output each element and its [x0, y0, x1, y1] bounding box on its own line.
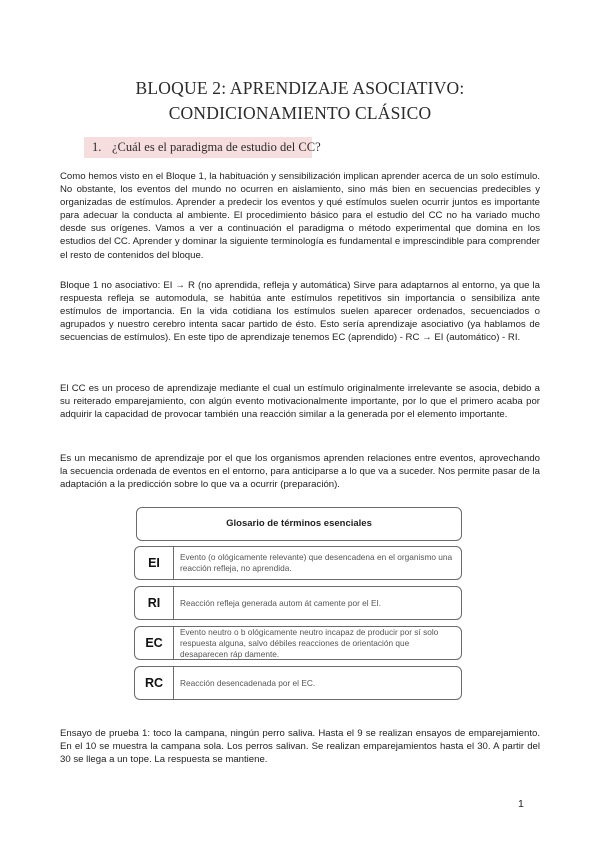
page-title: [0, 76, 600, 126]
glossary-definition: Evento neutro o b ológicamente neutro incapaz de producir por sí solo respuesta alguna, salvo débiles reacciones de orientación que desaparecen ráp damente.: [180, 626, 439, 659]
glossary-term: RI: [135, 587, 174, 619]
title-line-1: BLOQUE 2: APRENDIZAJE ASOCIATIVO:: [135, 78, 465, 98]
section-number: 1.: [92, 140, 102, 154]
glossary-row-ri: [134, 586, 462, 620]
glossary-term: EI: [135, 547, 174, 579]
glossary-row-rc: [134, 666, 462, 700]
paragraph-bloque1: Bloque 1 no asociativo: EI → R (no aprendida, refleja y automática) Sirve para adaptarnos al entorno, ya que la respuesta refleja se automodula, se habitúa ante estímulos repetitivos sin importancia o sensibiliza ante estímulos de importancia. En la vida cotidiana los estímulos suelen aparecer ordenados, secuenciados o agrupados y nuestro cerebro intenta sacar partido de ésto. Esto sería aprendizaje asociativo (ya hablamos de secuencias de estímulos). En este tipo de aprendizaje tenemos EC (aprendido) - RC → EI (automático) - RI.: [60, 280, 540, 344]
glossary-header: [136, 507, 462, 541]
glossary-definition: Reacción desencadenada por el EC.: [180, 677, 316, 688]
glossary-row-ec: [134, 626, 462, 660]
paragraph-intro: Como hemos visto en el Bloque 1, la habituación y sensibilización implican aprender acerca de un solo estímulo. No obstante, los eventos del mundo no ocurren en aislamiento, sino más bien en secuencias predecibles y organizadas de estímulos. Aprender a predecir los eventos y qué estímulos suelen ocurrir juntos es importante para adecuar la conducta al ambiente. El procedimiento básico para el estudio del CC no ha variado mucho desde sus orígenes. Vamos a ver a continuación el paradigma o método experimental que domina en los estudios del CC. Aprender y dominar la siguiente terminología es fundamental e imprescindible para comprender el resto de contenidos del bloque.: [60, 171, 540, 261]
glossary-term: RC: [135, 667, 174, 699]
glossary-definition: Evento (o ológicamente relevante) que desencadena en el organismo una reacción refleja, no aprendida.: [180, 552, 453, 573]
paragraph-mechanism: Es un mecanismo de aprendizaje por el que los organismos aprenden relaciones entre eventos, aprovechando la secuencia ordenada de eventos en el entorno, para anticiparse a lo que va a suceder. Nos permite pasar de la adaptación a la predicción sobre lo que va a ocurrir (preparación).: [60, 453, 540, 491]
glossary-title: Glosario de términos esenciales: [226, 518, 372, 529]
paragraph-trial: Ensayo de prueba 1: toco la campana, ningún perro saliva. Hasta el 9 se realizan ensayos de emparejamiento. En el 10 se muestra la campana sola. Los perros salivan. Se realizan emparejamientos hasta el 30. A partir del 30 se llega a un tope. La respuesta se mantiene.: [60, 728, 540, 766]
glossary-term: EC: [135, 627, 174, 659]
glossary-row-ei: [134, 546, 462, 580]
glossary-definition: Reacción refleja generada autom át camente por el EI.: [180, 597, 382, 608]
paragraph-cc-definition: El CC es un proceso de aprendizaje mediante el cual un estímulo originalmente irrelevante se asocia, debido a su reiterado emparejamiento, con algún evento motivacionalmente importante, por lo que el primero acaba por adquirir la capacidad de provocar también una reacción similar a la generada por el elemento importante.: [60, 383, 540, 421]
page-number: 1: [518, 798, 524, 810]
glossary-diagram: [134, 507, 464, 724]
section-heading: [92, 140, 321, 155]
section-title: ¿Cuál es el paradigma de estudio del CC?: [112, 140, 321, 154]
title-line-2: CONDICIONAMIENTO CLÁSICO: [168, 103, 432, 123]
